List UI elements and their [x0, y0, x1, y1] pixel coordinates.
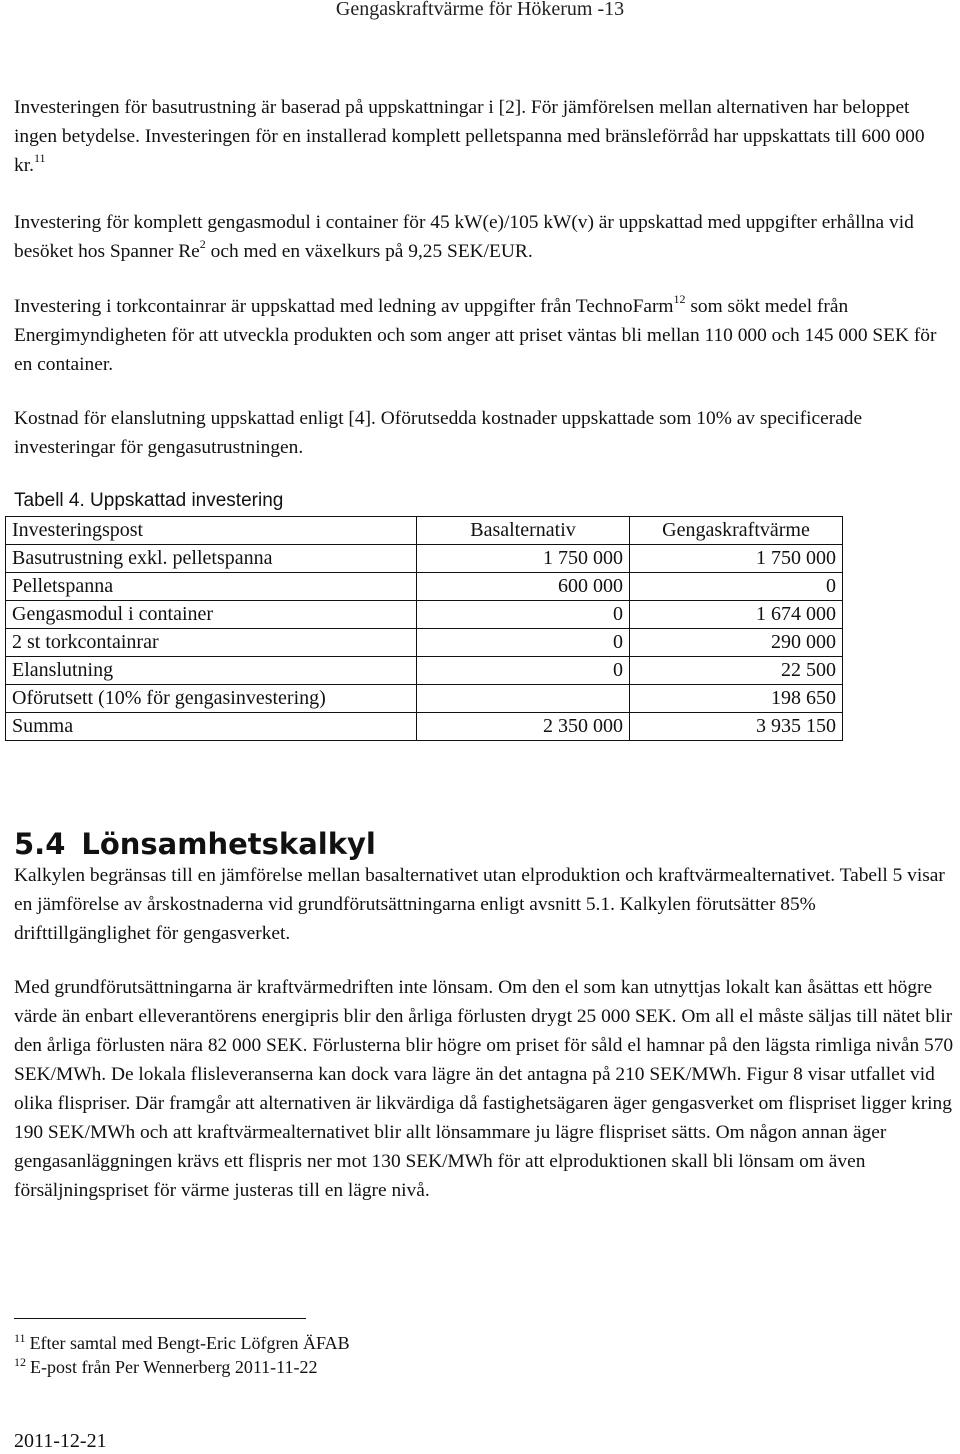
paragraph-text: Investering i torkcontainrar är uppskattad med ledning av uppgifter från TechnoFarm: [14, 296, 674, 317]
table-row: [6, 629, 843, 657]
table-caption: Tabell 4. Uppskattad investering: [14, 490, 284, 511]
table-cell: Elanslutning: [6, 657, 417, 685]
table-cell: Gengasmodul i container: [6, 601, 417, 629]
table-cell: Summa: [6, 713, 417, 741]
reference-superscript: 2: [199, 237, 206, 251]
paragraph-kalkyl-result: Med grundförutsättningarna är kraftvärmedriften inte lönsam. Om den el som kan utnyttjas lokalt kan åsättas ett högre värde än enbart elleverantörens energipris blir den årliga förlusten drygt 25 000 SEK. Om all el måste säljas till nätet blir den årliga förlusten nära 82 000 SEK. Förlusterna blir högre om priset för såld el hamnar på den lägsta rimliga nivån 570 SEK/MWh. De lokala flisleveranserna kan dock vara lägre än det antagna på 210 SEK/MWh. Figur 8 visar utfallet vid olika flispriser. Där framgår att alternativen är likvärdiga då fastighetsägaren äger gengasverket om flispriset ligger kring 190 SEK/MWh och att kraftvärmealternativet blir allt lönsammare ju lägre flispriset sätts. Om någon annan äger gengasanläggningen krävs ett flispris ner mot 130 SEK/MWh för att elproduktionen skall bli lönsam om även försäljningspriset för värme justeras till en lägre nivå.: [14, 977, 954, 1201]
table-row: [6, 545, 843, 573]
paragraph-kalkyl-intro: Kalkylen begränsas till en jämförelse mellan basalternativet utan elproduktion och kraftvärmealternativet. Tabell 5 visar en jämförelse av årskostnaderna vid grundförutsättningarna enligt avsnitt 5.1. Kalkylen förutsätter 85% drifttillgänglighet för gengasverket.: [14, 865, 945, 944]
table-cell: 0: [417, 629, 630, 657]
table-row: [6, 657, 843, 685]
table-cell: Basutrustning exkl. pelletspanna: [6, 545, 417, 573]
table-row-total: [6, 713, 843, 741]
paragraph-text: som sökt medel från Energimyndigheten för att utveckla produkten och som anger att priset väntas bli mellan 110 000 och 145 000 SEK för en container.: [14, 296, 937, 375]
footnote-divider: [14, 1318, 306, 1319]
table-cell: 1 674 000: [630, 601, 843, 629]
paragraph-text: Investeringen för basutrustning är baserad på uppskattningar i [2]. För jämförelsen mellan alternativen har beloppet ingen betydelse. Investeringen för en installerad komplett pelletspanna med bränsleförråd har uppskattats till 600 000 kr.: [14, 97, 925, 176]
table-cell: 1 750 000: [417, 545, 630, 573]
header-cell: Gengaskraftvärme: [630, 517, 843, 545]
footnote-ref-11[interactable]: 11: [33, 151, 46, 165]
table-cell: 600 000: [417, 573, 630, 601]
header-cell: Investeringspost: [6, 517, 417, 545]
section-heading: [14, 824, 376, 864]
section-number: 5.4: [14, 827, 66, 861]
table-cell: 2 st torkcontainrar: [6, 629, 417, 657]
page-header: Gengaskraftvärme för Hökerum -13: [335, 0, 625, 20]
table-cell: Pelletspanna: [6, 573, 417, 601]
table-header-row: [6, 517, 843, 545]
table-cell: 0: [417, 657, 630, 685]
investment-table: [5, 516, 843, 741]
paragraph-torkcontainrar: [14, 292, 954, 379]
table-cell: 0: [417, 601, 630, 629]
footnote-text: Efter samtal med Bengt-Eric Löfgren ÄFAB: [29, 1333, 350, 1353]
footnote-number: 12: [14, 1355, 26, 1369]
paragraph-elanslutning: Kostnad för elanslutning uppskattad enligt [4]. Oförutsedda kostnader uppskattade som 10% av specificerade investeringar för gengasutrustningen.: [14, 408, 863, 458]
table-row: [6, 573, 843, 601]
footnote-ref-12[interactable]: 12: [673, 292, 686, 306]
paragraph-text: och med en växelkurs på 9,25 SEK/EUR.: [205, 241, 533, 262]
table-cell: 3 935 150: [630, 713, 843, 741]
table-cell: 198 650: [630, 685, 843, 713]
table-row: [6, 601, 843, 629]
footnote-11: [14, 1331, 350, 1355]
table-cell: [417, 685, 630, 713]
footnote-12: [14, 1355, 317, 1379]
paragraph-text: Investering för komplett gengasmodul i container för 45 kW(e)/105 kW(v) är uppskattad med uppgifter erhållna vid besöket hos Spanner Re: [14, 212, 914, 262]
paragraph-basutrustning: [14, 93, 954, 180]
table-cell: 2 350 000: [417, 713, 630, 741]
header-cell: Basalternativ: [417, 517, 630, 545]
table-row: [6, 685, 843, 713]
table-cell: 1 750 000: [630, 545, 843, 573]
section-title: Lönsamhetskalkyl: [81, 827, 376, 861]
table-cell: 22 500: [630, 657, 843, 685]
footnote-number: 11: [14, 1331, 26, 1345]
paragraph-gengasmodul: [14, 208, 954, 266]
table-cell: 0: [630, 573, 843, 601]
footnote-text: E-post från Per Wennerberg 2011-11-22: [30, 1357, 318, 1377]
footer-date: 2011-12-21: [14, 1430, 107, 1452]
table-cell: 290 000: [630, 629, 843, 657]
table-cell: Oförutsett (10% för gengasinvestering): [6, 685, 417, 713]
